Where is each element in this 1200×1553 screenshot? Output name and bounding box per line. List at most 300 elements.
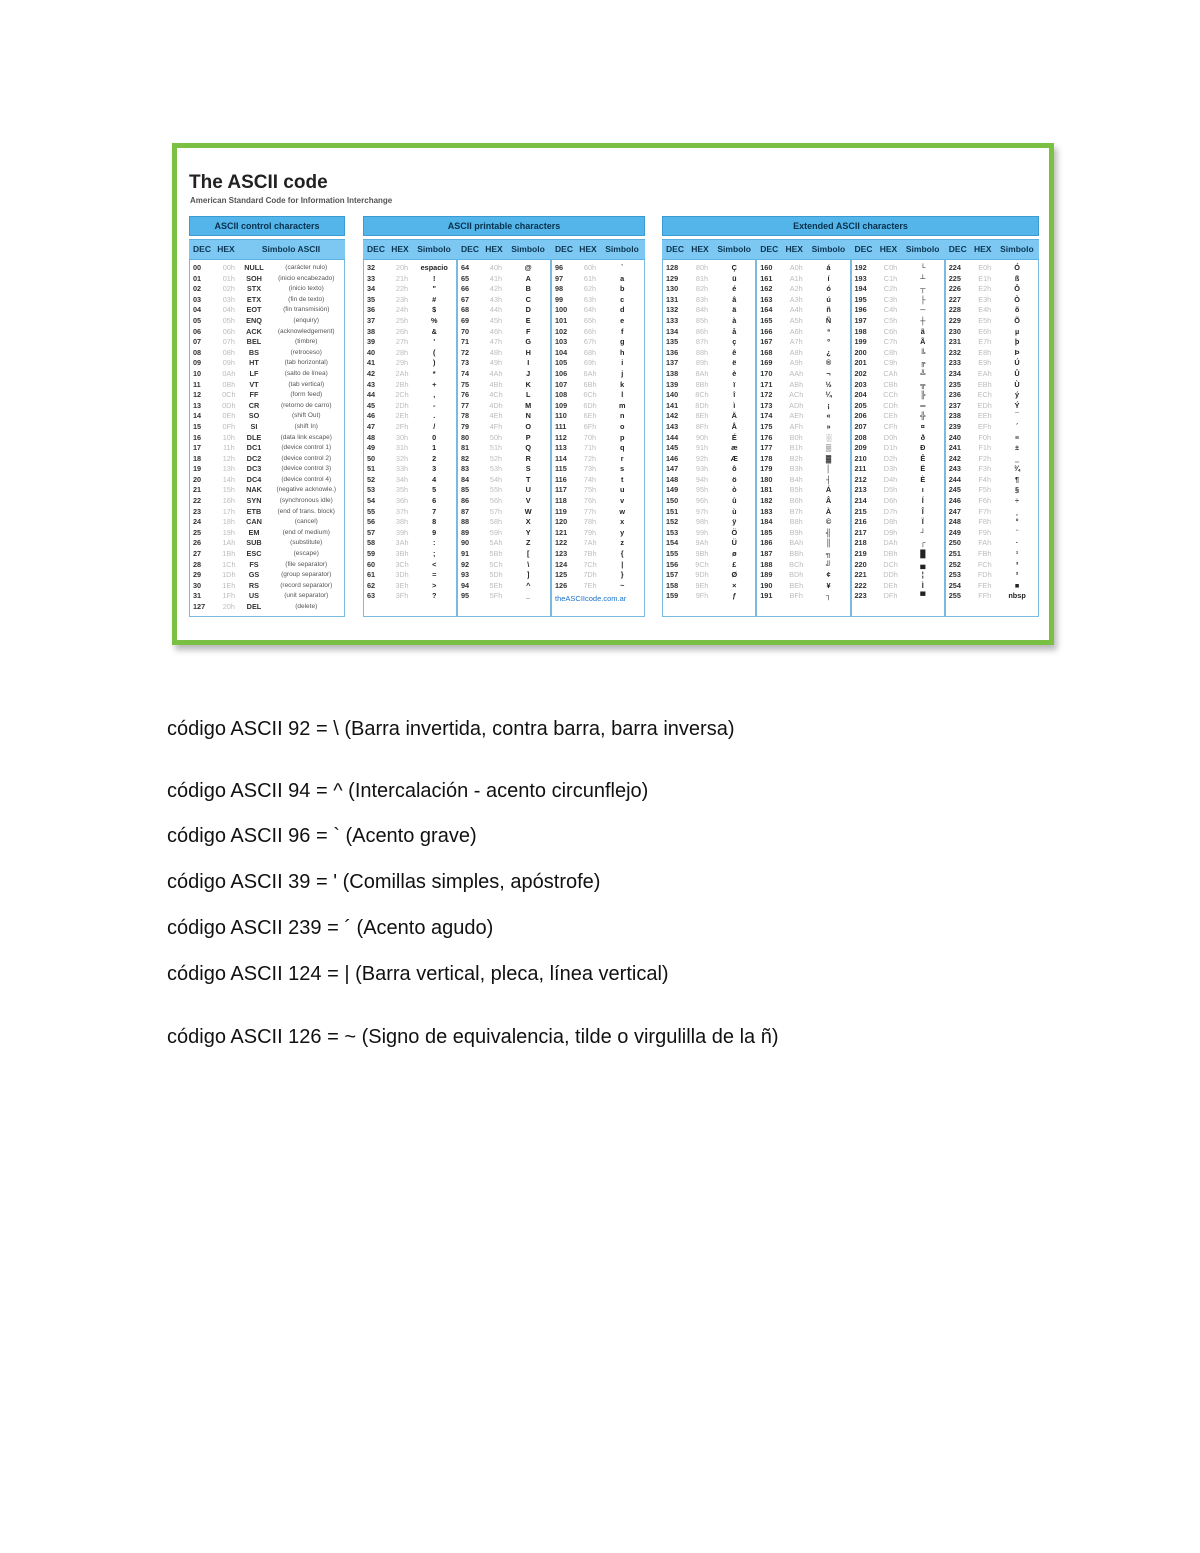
symbol-cell: ´ [1015,421,1019,431]
table-row [757,433,849,444]
table-row [552,560,644,571]
dec-cell: 27 [193,549,202,559]
dec-cell: 66 [461,284,470,294]
dec-cell: 187 [760,549,773,559]
note-ascii-126: código ASCII 126 = ~ (Signo de equivalencia, tilde o virgulilla de la ñ) [167,1026,779,1048]
hex-cell: A3h [789,294,803,304]
symbol-cell: ú [826,294,831,304]
abbr-cell: GS [248,570,260,580]
hex-cell: F9h [978,527,992,537]
symbol-cell: [ [526,549,530,559]
dec-cell: 111 [555,421,567,431]
table-row [663,528,755,539]
hex-cell: 1Ah [222,538,236,548]
table-row [552,327,644,338]
table-row [364,433,456,444]
dec-cell: 115 [555,464,567,474]
hex-cell: 48h [489,347,503,357]
table-row [458,295,550,306]
symbol-cell: : [432,538,436,548]
hex-cell: F3h [978,464,992,474]
symbol-cell: ¡ [827,400,830,410]
extended-column-headers [662,239,1039,260]
desc-cell: (unit separator) [284,592,329,600]
table-row [364,560,456,571]
table-row [364,380,456,391]
hex-cell: D7h [883,506,898,516]
dec-cell: 45 [367,400,376,410]
symbol-cell: 5 [432,485,437,495]
hex-cell: C5h [883,315,898,325]
dec-cell: 08 [193,347,202,357]
symbol-cell: × [732,580,737,590]
desc-cell: (inicio texto) [288,285,324,293]
hex-cell: D8h [883,517,898,527]
dec-cell: 97 [555,273,564,283]
hex-cell: B0h [789,432,803,442]
hex-cell: 84h [695,305,709,315]
symbol-cell: ┌ [920,538,926,548]
table-row [458,507,550,518]
dec-cell: 167 [760,337,773,347]
hex-cell: 55h [489,485,503,495]
symbol-cell: Q [525,443,532,453]
dec-cell: 148 [666,474,679,484]
hex-cell: D2h [883,453,898,463]
table-row [364,507,456,518]
hex-cell: 3Fh [395,591,409,601]
table-row [552,433,644,444]
table-row [552,295,644,306]
symbol-cell: o [619,421,625,431]
dec-cell: 179 [760,464,773,474]
symbol-cell: ╗ [825,549,832,559]
symbol-cell: ð [920,432,926,442]
hex-cell: 98h [695,517,709,527]
table-row [946,380,1038,391]
dec-cell: 142 [666,411,679,421]
symbol-cell: ƒ [732,591,737,601]
table-row [458,358,550,369]
hex-cell: B9h [789,527,803,537]
extended-section [662,216,1039,617]
hex-cell: 9Fh [695,591,709,601]
table-row [552,316,644,327]
symbol-cell: ┼ [920,315,926,325]
symbol-cell: Ü [731,538,737,548]
hex-cell: E8h [978,347,992,357]
table-row [663,475,755,486]
desc-cell: (inicio encabezado) [278,274,335,282]
dec-cell: 55 [367,506,376,516]
symbol-cell: @ [524,263,532,272]
hex-cell: 70h [583,432,597,442]
symbol-cell: ¯ [1015,411,1020,421]
hex-cell: 82h [695,284,709,294]
table-row [852,369,944,380]
dec-cell: 174 [760,411,773,421]
dec-cell: 87 [461,506,470,516]
hex-cell: 32h [395,453,409,463]
dec-cell: 108 [555,390,568,400]
table-row [852,284,944,295]
symbol-cell: G [525,337,532,347]
symbol-cell: Ó [1014,263,1020,272]
table-row [458,316,550,327]
table-row [190,581,344,592]
dec-cell: 198 [854,326,867,336]
abbr-cell: DLE [246,432,262,442]
hex-cell: CFh [883,421,898,431]
symbol-cell: ê [732,347,737,357]
symbol-cell: Â [825,496,832,506]
symbol-cell: ╠ [920,390,926,400]
hex-cell: 69h [583,358,597,368]
table-row [946,316,1038,327]
hex-cell: DAh [883,538,898,548]
hex-cell: A2h [789,284,803,294]
extended-header: Extended ASCII characters [662,216,1039,236]
table-row [946,549,1038,560]
dec-cell: 121 [555,527,568,537]
symbol-cell: Û [1014,368,1020,378]
dec-cell: 158 [666,580,679,590]
table-row [946,305,1038,316]
dec-cell: 88 [461,517,470,527]
dec-cell: 154 [666,538,679,548]
symbol-cell: É [731,432,737,442]
symbol-cell: º [827,337,830,347]
dec-cell: 28 [193,559,202,569]
symbol-cell: h [619,347,625,357]
table-row [852,549,944,560]
dec-cell: 162 [760,284,773,294]
table-row [663,538,755,549]
table-row [190,485,344,496]
symbol-cell: í [827,273,830,283]
abbr-cell: ESC [246,549,262,559]
hex-cell: 99h [695,527,709,537]
symbol-cell: ñ [826,305,831,315]
dec-cell: 202 [854,368,867,378]
table-row [552,348,644,359]
dec-cell: 56 [367,517,376,527]
desc-cell: (fin de texto) [288,295,325,303]
dec-cell: 199 [854,337,867,347]
col-dec: DEC [193,244,211,254]
col-dec: DEC [555,244,573,254]
symbol-cell: u [619,485,625,495]
hex-cell: 01h [222,273,235,283]
table-row [364,454,456,465]
dec-cell: 06 [193,326,202,336]
table-row [852,560,944,571]
symbol-cell: e [620,315,625,325]
hex-cell: 94h [695,474,709,484]
symbol-cell: Ð [920,443,926,453]
symbol-cell: H [525,347,531,357]
dec-cell: 68 [461,305,470,315]
symbol-cell: V [525,496,531,506]
table-row [364,295,456,306]
printable-group [551,260,645,617]
table-row [552,475,644,486]
symbol-cell: þ [1014,337,1020,347]
symbol-cell: \ [527,559,530,569]
table-row [552,284,644,295]
symbol-cell: ¦ [921,570,924,580]
symbol-cell: # [432,294,437,304]
symbol-cell: █ [920,549,926,559]
dec-cell: 139 [666,379,679,389]
hex-cell: E2h [978,284,992,294]
table-row [663,305,755,316]
symbol-cell: á [826,263,831,272]
hex-cell: 12h [222,453,235,463]
desc-cell: (device control 1) [281,444,332,452]
symbol-cell: E [525,315,531,325]
dec-cell: 193 [854,273,867,283]
extended-rows [662,260,1039,617]
symbol-cell: Y [525,527,531,537]
table-row [757,485,849,496]
hex-cell: 81h [695,273,709,283]
dec-cell: 41 [367,358,376,368]
table-row [190,443,344,454]
hex-cell: 83h [695,294,709,304]
table-row [190,538,344,549]
dec-cell: 236 [948,390,961,400]
dec-cell: 112 [555,432,567,442]
symbol-cell: ¥ [826,580,831,590]
hex-cell: B6h [789,496,803,506]
hex-cell: 8Fh [695,421,709,431]
hex-cell: BBh [789,549,804,559]
hex-cell: 2Ah [395,368,409,378]
hex-cell: CEh [883,411,898,421]
table-row [458,348,550,359]
table-row [190,591,344,602]
hex-cell: 9Ah [695,538,709,548]
table-row [757,348,849,359]
table-row [552,581,644,592]
abbr-cell: ETB [246,506,262,516]
hex-cell: E7h [978,337,992,347]
hex-cell: 33h [395,464,409,474]
hex-cell: 0Bh [222,379,236,389]
symbol-cell: ¹ [1015,549,1019,559]
symbol-cell: K [525,379,531,389]
symbol-cell: ─ [920,305,926,315]
hex-cell: 80h [695,263,709,272]
table-row [552,496,644,507]
symbol-cell: d [619,305,625,315]
table-row [852,443,944,454]
symbol-cell: * [432,368,436,378]
desc-cell: (escape) [293,550,319,558]
table-row [757,443,849,454]
hex-cell: B5h [789,485,803,495]
abbr-cell: SI [250,421,258,431]
symbol-cell: ¨ [1015,527,1019,537]
hex-cell: 6Ah [583,368,597,378]
table-row [946,337,1038,348]
table-row [757,454,849,465]
hex-cell: 5Fh [489,591,503,601]
dec-cell: 234 [948,368,961,378]
dec-cell: 241 [948,443,961,453]
symbol-cell: 0 [432,432,437,442]
table-row [946,496,1038,507]
symbol-cell: x [620,517,625,527]
table-row [852,348,944,359]
table-row [663,485,755,496]
dec-cell: 96 [555,263,564,272]
table-row [364,528,456,539]
hex-cell: 21h [395,273,409,283]
table-row [663,507,755,518]
hex-cell: 24h [395,305,409,315]
symbol-cell: ╝ [825,559,832,569]
table-row [458,284,550,295]
desc-cell: (shift Out) [291,412,321,420]
table-row [946,581,1038,592]
col-simbolo: Simbolo [1000,244,1034,254]
abbr-cell: ETX [246,294,262,304]
note-ascii-96: código ASCII 96 = ` (Acento grave) [167,825,477,847]
symbol-cell: w [619,506,626,516]
symbol-cell: · [1015,538,1019,548]
symbol-cell: ╦ [920,379,926,389]
table-row [458,327,550,338]
dec-cell: 47 [367,421,376,431]
note-ascii-239: código ASCII 239 = ´ (Acento agudo) [167,917,494,939]
hex-cell: 46h [489,326,503,336]
table-row [552,411,644,422]
symbol-cell: ½ [825,379,832,389]
hex-cell: B7h [789,506,803,516]
dec-cell: 50 [367,453,376,463]
abbr-cell: RS [248,580,260,590]
symbol-cell: æ [731,443,738,453]
table-row [757,401,849,412]
dec-cell: 251 [948,549,961,559]
hex-cell: 6Eh [583,411,597,421]
dec-cell: 24 [193,517,202,527]
dec-cell: 248 [948,517,961,527]
dec-cell: 227 [948,294,961,304]
symbol-cell: ~ [620,580,625,590]
symbol-cell: $ [432,305,437,315]
table-row [190,380,344,391]
hex-cell: 4Ah [489,368,503,378]
dec-cell: 170 [760,368,773,378]
table-row [364,390,456,401]
col-dec: DEC [948,244,967,254]
table-row [190,411,344,422]
table-row [852,570,944,581]
dec-cell: 25 [193,527,202,537]
hex-cell: EEh [977,411,992,421]
symbol-cell: Ö [731,527,738,537]
table-row [663,316,755,327]
hex-cell: 0Eh [222,411,236,421]
col-simbolo: Simbolo [511,244,545,254]
hex-cell: F6h [978,496,992,506]
hex-cell: AAh [789,368,804,378]
table-row [552,305,644,316]
table-row [364,284,456,295]
dec-cell: 23 [193,506,202,516]
dec-cell: 161 [760,273,773,283]
hex-cell: 92h [695,453,709,463]
table-row [946,464,1038,475]
dec-cell: 214 [854,496,867,506]
symbol-cell: Ì [921,580,924,590]
dec-cell: 231 [948,337,961,347]
dec-cell: 98 [555,284,564,294]
table-row [364,538,456,549]
symbol-cell: B [525,284,531,294]
abbr-cell: BEL [246,337,262,347]
dec-cell: 229 [948,315,961,325]
dec-cell: 146 [666,453,679,463]
hex-cell: 65h [583,315,597,325]
dec-cell: 225 [948,273,961,283]
dec-cell: 239 [948,421,961,431]
symbol-cell: ├ [920,294,926,304]
table-row [757,390,849,401]
hex-cell: DBh [883,549,898,559]
table-row [552,337,644,348]
dec-cell: 184 [760,517,773,527]
table-row [663,422,755,433]
symbol-cell: ù [732,506,737,516]
symbol-cell: P [525,432,531,442]
dec-cell: 173 [760,400,773,410]
hex-cell: C8h [883,347,898,357]
symbol-cell: i [621,358,624,368]
hex-cell: 27h [395,337,409,347]
dec-cell: 238 [948,411,961,421]
symbol-cell: ì [733,400,736,410]
col-dec: DEC [854,244,873,254]
dec-cell: 79 [461,421,470,431]
hex-cell: E3h [978,294,992,304]
dec-cell: 82 [461,453,470,463]
table-row [757,549,849,560]
hex-cell: 09h [222,358,235,368]
hex-cell: F8h [978,517,992,527]
dec-cell: 09 [193,358,202,368]
symbol-cell: s [620,464,625,474]
dec-cell: 116 [555,474,567,484]
dec-cell: 228 [948,305,961,315]
dec-cell: 14 [193,411,202,421]
table-row [552,263,644,274]
hex-cell: F2h [978,453,992,463]
symbol-cell: Î [921,506,924,516]
hex-cell: 4Fh [489,421,503,431]
dec-cell: 147 [666,464,679,474]
dec-cell: 182 [760,496,773,506]
hex-cell: CDh [883,400,898,410]
dec-cell: 67 [461,294,470,304]
symbol-cell: 4 [432,474,437,484]
hex-cell: AFh [789,421,803,431]
dec-cell: 59 [367,549,376,559]
dec-cell: 185 [760,527,773,537]
